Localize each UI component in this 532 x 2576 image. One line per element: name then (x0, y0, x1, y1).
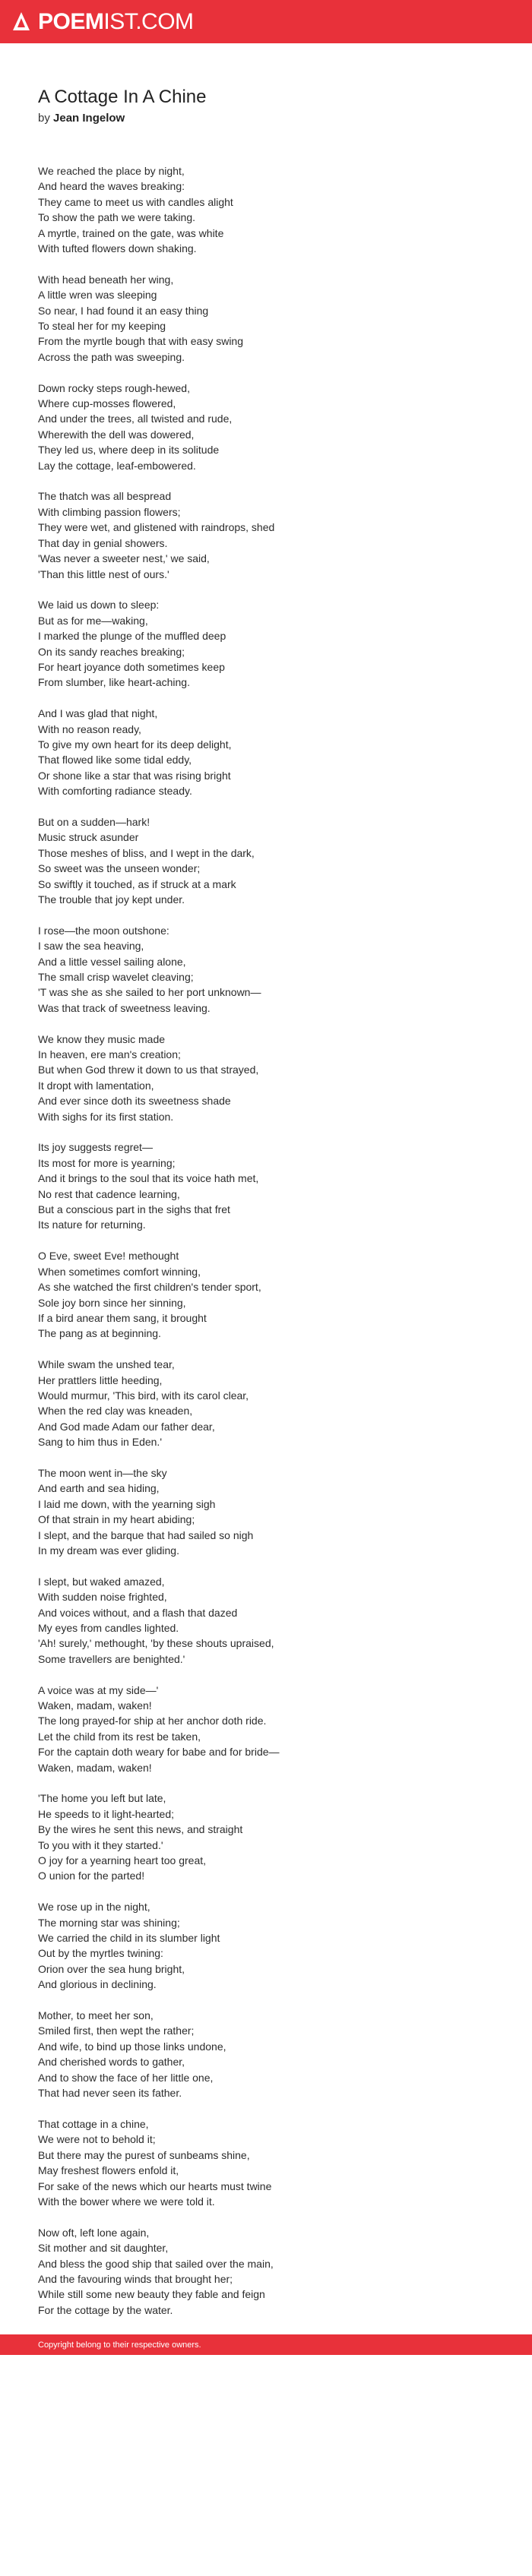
poem-line: But when God threw it down to us that strayed, (38, 1064, 259, 1076)
poem-byline (38, 110, 532, 127)
poem-line: And under the trees, all twisted and rude, (38, 412, 233, 425)
poem-stanza (38, 2116, 289, 2209)
poem-line: And the favouring winds that brought her; (38, 2272, 233, 2285)
logo-text-light: IST.COM (103, 8, 194, 34)
copyright-text: Copyright belong to their respective owners. (38, 2340, 201, 2350)
poem-line: Where cup-mosses flowered, (38, 397, 176, 410)
poem-stanza (38, 1574, 289, 1667)
poem-line: Wherewith the dell was dowered, (38, 428, 195, 441)
poem-author-link[interactable]: Jean Ingelow (53, 112, 125, 125)
poem-line: Waken, madam, waken! (38, 1699, 152, 1712)
poem-line: In my dream was ever gliding. (38, 1544, 179, 1557)
poem-stanza (38, 272, 289, 365)
poem-line: They led us, where deep in its solitude (38, 444, 220, 457)
poem-line: From slumber, like heart-aching. (38, 676, 190, 689)
poem-line: 'Was never a sweeter nest,' we said, (38, 552, 210, 565)
poem-stanza (38, 2008, 289, 2100)
poem-line: But there may the purest of sunbeams shine, (38, 2148, 250, 2161)
poem-line: Out by the myrtles twining: (38, 1947, 163, 1960)
poem-stanza (38, 923, 289, 1016)
poem-line: Of that strain in my heart abiding; (38, 1513, 195, 1526)
poem-line: The morning star was shining; (38, 1916, 180, 1929)
poem-line: The thatch was all bespread (38, 490, 172, 503)
poem-line: I saw the sea heaving, (38, 940, 144, 953)
poem-line: Was that track of sweetness leaving. (38, 1001, 211, 1014)
poem-line: But a conscious part in the sighs that fret (38, 1203, 230, 1216)
poem-title: A Cottage In A Chine (38, 87, 207, 107)
site-header (0, 0, 532, 43)
poem-line: So sweet was the unseen wonder; (38, 862, 201, 875)
poem-stanza (38, 597, 289, 690)
poem-stanza (38, 814, 289, 907)
poem-line: With comforting radiance steady. (38, 785, 192, 798)
poem-line: That had never seen its father. (38, 2087, 182, 2100)
poem-line: We know they music made (38, 1032, 166, 1045)
poem-line: Its joy suggests regret— (38, 1141, 153, 1154)
poem-line: To give my own heart for its deep delight, (38, 738, 232, 751)
poem-line: No rest that cadence learning, (38, 1187, 180, 1200)
poem-line: And to show the face of her little one, (38, 2071, 214, 2084)
poem-line: Music struck asunder (38, 831, 139, 844)
poem-line: While still some new beauty they fable and feign (38, 2288, 265, 2301)
poem-line: 'The home you left but late, (38, 1792, 166, 1805)
poem-stanza (38, 163, 289, 256)
poem-line: And wife, to bind up those links undone, (38, 2040, 226, 2053)
poem-line: I rose—the moon outshone: (38, 924, 169, 937)
poem-line: And it brings to the soul that its voice hath met, (38, 1172, 259, 1185)
poem-stanza (38, 1791, 289, 1883)
poem-line: And voices without, and a flash that dazed (38, 1606, 238, 1619)
poem-line: That flowed like some tidal eddy, (38, 754, 192, 766)
poem-page (0, 43, 532, 2318)
site-logo-text[interactable] (38, 8, 194, 34)
poem-line: For heart joyance doth sometimes keep (38, 660, 225, 673)
site-footer (0, 2334, 532, 2355)
poem-line: O joy for a yearning heart too great, (38, 1854, 207, 1867)
poem-line: On its sandy reaches breaking; (38, 645, 185, 658)
poem-line: Let the child from its rest be taken, (38, 1730, 201, 1743)
poem-stanza (38, 381, 289, 473)
poem-line: With tufted flowers down shaking. (38, 242, 197, 255)
poem-line: May freshest flowers enfold it, (38, 2164, 179, 2177)
poem-line: A voice was at my side—' (38, 1683, 159, 1696)
poem-line: Sole joy born since her sinning, (38, 1296, 186, 1309)
poem-line: Would murmur, 'This bird, with its carol clear, (38, 1389, 249, 1402)
poem-line: Orion over the sea hung bright, (38, 1962, 185, 1975)
poem-line: Some travellers are benighted.' (38, 1652, 185, 1665)
poem-line: We reached the place by night, (38, 165, 185, 177)
poem-line: Smiled first, then wept the rather; (38, 2024, 195, 2037)
poem-line: When sometimes comfort winning, (38, 1265, 201, 1278)
poem-line: The trouble that joy kept under. (38, 893, 185, 906)
poem-line: For sake of the news which our hearts must twine (38, 2179, 272, 2192)
poem-body (38, 163, 289, 2318)
poem-line: That day in genial showers. (38, 536, 168, 549)
poem-stanza (38, 1683, 289, 1775)
poem-line: With climbing passion flowers; (38, 505, 181, 518)
poem-line: As she watched the first children's tender sport, (38, 1281, 261, 1294)
poem-line: Her prattlers little heeding, (38, 1373, 163, 1386)
poem-stanza (38, 488, 289, 581)
poem-line: And glorious in declining. (38, 1978, 157, 1991)
poem-line: With the bower where we were told it. (38, 2195, 215, 2208)
poem-line: It dropt with lamentation, (38, 1079, 154, 1092)
poem-line: 'T was she as she sailed to her port unknown— (38, 986, 261, 999)
poem-line: The small crisp wavelet cleaving; (38, 971, 194, 984)
poem-line: To show the path we were taking. (38, 211, 196, 224)
poem-line: The moon went in—the sky (38, 1466, 167, 1479)
poem-stanza (38, 1248, 289, 1341)
poemist-logo-icon[interactable] (9, 10, 33, 34)
poem-line: Waken, madam, waken! (38, 1761, 152, 1774)
poem-line: O Eve, sweet Eve! methought (38, 1250, 179, 1263)
poem-line: I laid me down, with the yearning sigh (38, 1497, 216, 1510)
poem-line: I slept, and the barque that had sailed so nigh (38, 1528, 254, 1541)
poem-line: When the red clay was kneaden, (38, 1405, 193, 1418)
poem-line: But on a sudden—hark! (38, 815, 150, 828)
poem-line: And I was glad that night, (38, 707, 158, 720)
poem-stanza (38, 706, 289, 798)
poem-line: We carried the child in its slumber light (38, 1932, 220, 1945)
poem-line: Its nature for returning. (38, 1218, 146, 1231)
poem-line: He speeds to it light-hearted; (38, 1807, 174, 1820)
poem-line: By the wires he sent this news, and straight (38, 1823, 243, 1836)
poem-line: But as for me—waking, (38, 614, 148, 627)
poem-line: Or shone like a star that was rising bright (38, 769, 231, 782)
poem-stanza (38, 2225, 289, 2318)
poem-line: 'Than this little nest of ours.' (38, 567, 169, 580)
poem-line: And cherished words to gather, (38, 2056, 185, 2069)
poem-line: So swiftly it touched, as if struck at a mark (38, 877, 236, 890)
poem-line: For the captain doth weary for babe and for bride— (38, 1746, 280, 1759)
poem-line: So near, I had found it an easy thing (38, 304, 209, 317)
poem-line: We were not to behold it; (38, 2133, 156, 2146)
poem-line: If a bird anear them sang, it brought (38, 1311, 207, 1324)
poem-line: With head beneath her wing, (38, 273, 174, 286)
poem-line: Its most for more is yearning; (38, 1156, 176, 1169)
poem-line: Across the path was sweeping. (38, 350, 185, 363)
poem-line: I slept, but waked amazed, (38, 1575, 165, 1588)
poem-line: And a little vessel sailing alone, (38, 955, 186, 968)
poem-line: And God made Adam our father dear, (38, 1420, 215, 1433)
poem-line: Mother, to meet her son, (38, 2009, 154, 2022)
poem-stanza (38, 1465, 289, 1558)
poem-line: With sighs for its first station. (38, 1110, 174, 1123)
poem-line: And bless the good ship that sailed over the main, (38, 2257, 274, 2270)
poem-stanza (38, 1032, 289, 1124)
poem-line: Lay the cottage, leaf-embowered. (38, 459, 196, 472)
poem-line: Sit mother and sit daughter, (38, 2242, 169, 2255)
poem-line: A little wren was sleeping (38, 289, 157, 302)
poem-stanza (38, 1357, 289, 1449)
poem-line: That cottage in a chine, (38, 2117, 149, 2130)
poem-line: And earth and sea hiding, (38, 1482, 160, 1495)
poem-line: With no reason ready, (38, 722, 141, 735)
poem-line: The long prayed-for ship at her anchor doth ride. (38, 1715, 267, 1727)
poem-line: I marked the plunge of the muffled deep (38, 630, 226, 643)
poem-line: They came to meet us with candles alight (38, 195, 233, 208)
poem-stanza (38, 1899, 289, 1992)
poem-line: We laid us down to sleep: (38, 599, 160, 612)
poem-line: Down rocky steps rough-hewed, (38, 381, 190, 394)
poem-line: 'Ah! surely,' methought, 'by these shouts upraised, (38, 1637, 274, 1650)
poem-line: They were wet, and glistened with raindrops, shed (38, 521, 275, 534)
poem-line: From the myrtle bough that with easy swing (38, 335, 244, 348)
poem-line: In heaven, ere man's creation; (38, 1048, 181, 1061)
poem-line: My eyes from candles lighted. (38, 1621, 179, 1634)
byline-prefix: by (38, 112, 50, 125)
poem-line: We rose up in the night, (38, 1901, 150, 1914)
poem-stanza (38, 1139, 289, 1232)
poem-line: A myrtle, trained on the gate, was white (38, 226, 224, 239)
poem-line: And ever since doth its sweetness shade (38, 1095, 231, 1108)
poem-line: The pang as at beginning. (38, 1327, 161, 1340)
poem-line: For the cottage by the water. (38, 2303, 173, 2316)
poem-line: And heard the waves breaking: (38, 180, 185, 193)
poem-line: While swam the unshed tear, (38, 1358, 175, 1371)
poem-line: To you with it they started.' (38, 1838, 163, 1851)
logo-text-strong: POEM (38, 8, 104, 34)
poem-line: To steal her for my keeping (38, 320, 166, 333)
poem-line: Those meshes of bliss, and I wept in the dark, (38, 846, 255, 859)
poem-line: Now oft, left lone again, (38, 2226, 150, 2239)
poem-line: With sudden noise frighted, (38, 1591, 167, 1604)
poem-line: Sang to him thus in Eden.' (38, 1436, 162, 1449)
poem-line: O union for the parted! (38, 1870, 145, 1882)
